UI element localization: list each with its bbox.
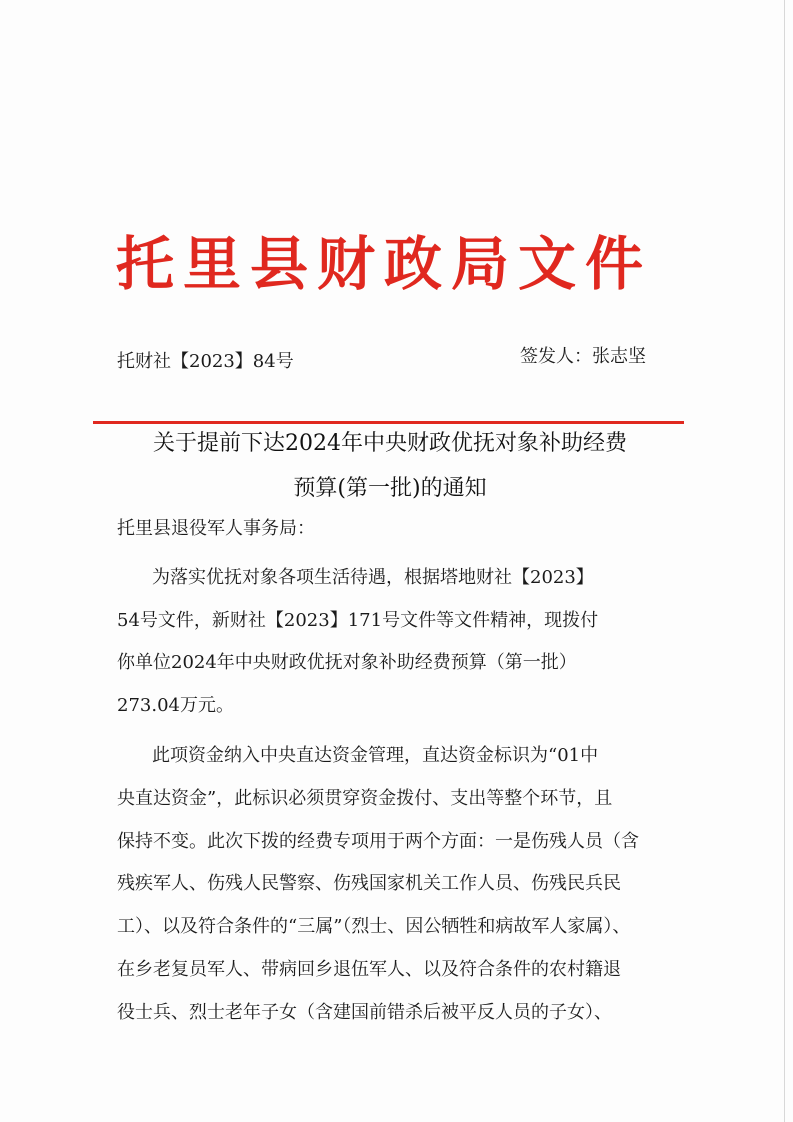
paragraph-2-line: 役士兵、烈士老年子女（含建国前错杀后被平反人员的子女）、 (117, 1002, 612, 1023)
paragraph-2-line: 残疾军人、伤残人民警察、伤残国家机关工作人员、伤残民兵民 (117, 873, 621, 894)
paragraph-1-line: 你单位2024年中央财政优抚对象补助经费预算（第一批） (117, 652, 577, 673)
document-number: 托财社【2023】84号 (117, 351, 294, 372)
red-divider-line (93, 421, 684, 424)
paragraph-1-line: 为落实优抚对象各项生活待遇，根据塔地财社【2023】 (152, 567, 594, 588)
paragraph-1-line: 273.04万元。 (117, 695, 234, 716)
paragraph-2-line: 在乡老复员军人、带病回乡退伍军人、以及符合条件的农村籍退 (117, 959, 621, 980)
document-header-title: 托里县财政局文件 (116, 230, 653, 298)
scan-edge-line (784, 0, 785, 1122)
addressee: 托里县退役军人事务局： (117, 518, 315, 539)
notice-title-line-2: 预算(第一批)的通知 (293, 476, 487, 501)
paragraph-2-line: 工）、以及符合条件的“三属”（烈士、因公牺牲和病故军人家属）、 (117, 916, 631, 937)
signer-label: 签发人：张志坚 (520, 346, 646, 367)
paragraph-1-line: 54号文件，新财社【2023】171号文件等文件精神，现拨付 (117, 610, 599, 631)
paragraph-2-line: 保持不变。此次下拨的经费专项用于两个方面：一是伤残人员（含 (117, 831, 639, 852)
notice-title-line-1: 关于提前下达2024年中央财政优抚对象补助经费 (153, 431, 627, 456)
paragraph-2-line: 央直达资金”，此标识必须贯穿资金拨付、支出等整个环节，且 (117, 788, 613, 809)
paragraph-2-line: 此项资金纳入中央直达资金管理，直达资金标识为“01中 (152, 745, 599, 766)
